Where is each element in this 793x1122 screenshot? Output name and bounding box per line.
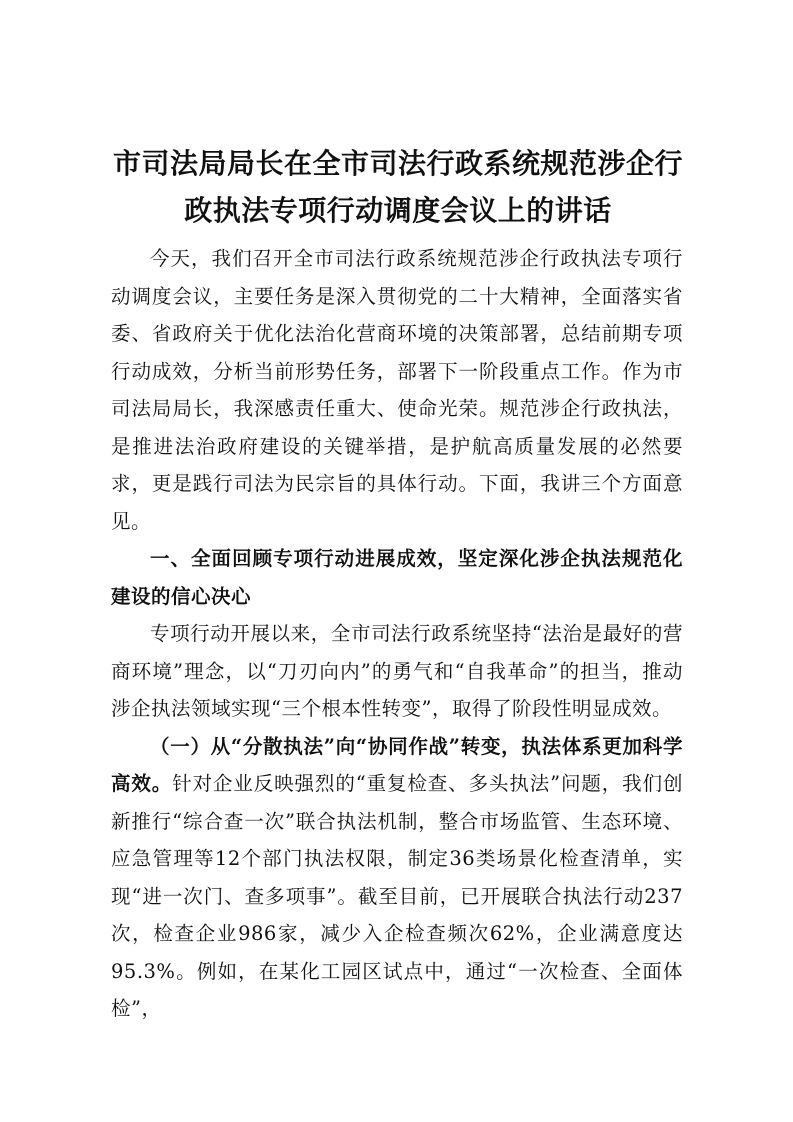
- subsection-heading-1: （一）从“分散执法”向“协同作战”转变，执法体系更加科学高效。: [111, 734, 683, 795]
- document-title: 市司法局局长在全市司法行政系统规范涉企行政执法专项行动调度会议上的讲话: [112, 147, 683, 227]
- intro-paragraph: 今天，我们召开全市司法行政系统规范涉企行政执法专项行动调度会议，主要任务是深入贯彻党的二十大精神，全面落实省委、省政府关于优化法治化营商环境的决策部署，总结前期专项行动成效，分析当前形势任务，部署下一阶段重点工作。作为市司法局局长，我深感责任重大、使命光荣。规范涉企行政执法，是推进法治政府建设的关键举措，是护航高质量发展的必然要求，更是践行司法为民宗旨的具体行动。下面，我讲三个方面意见。: [111, 247, 683, 533]
- document-body: [111, 240, 683, 1028]
- subsection-1-body: 针对企业反映强烈的“重复检查、多头执法”问题，我们创新推行“综合查一次”联合执法机制，整合市场监管、生态环境、应急管理等12个部门执法权限，制定36类场景化检查清单，实现“进一次门、查多项事”。截至目前，已开展联合执法行动237次，检查企业986家，减少入企检查频次62%，企业满意度达95.3%。例如，在某化工园区试点中，通过“一次检查、全面体检”，: [111, 772, 683, 1020]
- subsection-1-paragraph: [111, 728, 683, 1028]
- section-heading-1: 一、全面回顾专项行动进展成效，坚定深化涉企执法规范化建设的信心决心: [111, 547, 683, 608]
- section-1-paragraph: 专项行动开展以来，全市司法行政系统坚持“法治是最好的营商环境”理念，以“刀刃向内”的勇气和“自我革命”的担当，推动涉企执法领域实现“三个根本性转变”，取得了阶段性明显成效。: [111, 622, 683, 720]
